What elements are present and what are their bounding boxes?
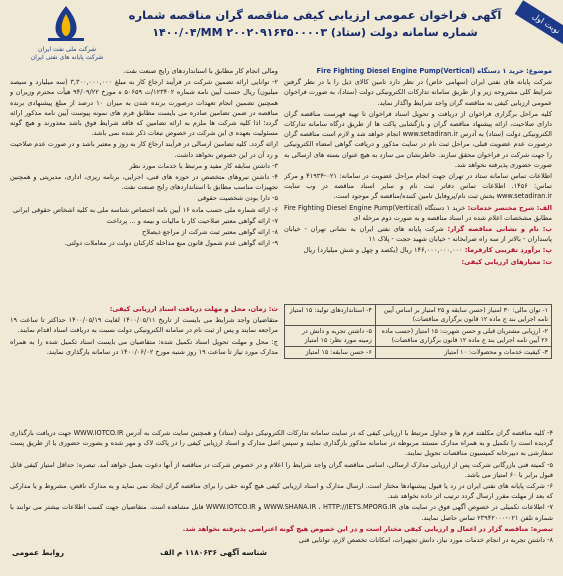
bottom-paragraph: ۶- شرکت پایانه های نفتی ایران در رد یا قبول پیشنهادها مختار است. ارسال مدارک و اسناد ارزیابی کیفی هیچ گونه حقی را برای مناقصه گران ایجاد نمی نماید و به مدارک ناقص، مشروط و یا مدارکی که بعد از مهلت مقرر ارسال گردد ترتیب اثر داده نخواهد شد. [10, 482, 553, 501]
table-cell: ۴- استانداردهای تولید: ۱۵ امتیاز [285, 305, 376, 326]
tender-number: ۱۴۰۰/۰۴/MM شماره سامانه دولت (ستاد) ۲۰۰۲۰۹۱۶۴۵۰۰۰۰۳ [152, 26, 478, 39]
first-run-badge: نوبت اول [515, 0, 563, 47]
company-name-line-2: شرکت پایانه های نفتی ایران [30, 54, 104, 61]
service-description [284, 203, 552, 223]
employer-text: شرکت پایانه های نفتی ایران به نشانی تهران - خیابان پاسداران - بالاتر از سه راه ضرابخانه - خیابان شهید حجت - پلاک ۱۱ [284, 225, 552, 244]
left-paragraph: ۴- داشتن نیروهای متخصص در حوزه های فنی، اجرایی، برنامه ریزی، اداری، مدیریتی و همچنین تجهیزات مناسب مطابق با استانداردهای رایج صنعت نفت. [10, 173, 278, 192]
notice-code: شناسه آگهی ۱۱۸۰۶۳۶ م الف [160, 548, 267, 557]
service-label: الف: شرح مختصر خدمات: [467, 203, 552, 212]
subject-line: موضوع: خرید ۱ دستگاه Fire Fighting Diesel Engine Pump(Vertical) [316, 67, 552, 75]
table-cell: ۲- ارزیابی مشتریان قبلی و حسن شهرت: ۱۵ امتیاز (حسب ماده ۲۶ آیین نامه اجرایی بند ج ماده ۱۲ قانون برگزاری مناقصات) [375, 326, 551, 347]
company-name [24, 46, 110, 62]
table-row [285, 347, 552, 359]
bottom-paragraph: ۵- کمیته فنی بازرگانی شرکت پس از ارزیابی مدارک ارسالی، اسامی مناقصه گران واجد شرایط را اعلام و در خصوص شرکت در مناقصه از آنها دعوت بعمل خواهد آمد. تبصره: حداقل امتیاز کیفی قابل قبول برابر با ۶۰ امتیاز می باشد. [10, 460, 553, 479]
bottom-paragraph: ۴- کلیه مناقصه گران مکلفند فرم ها و جداول مرتبط با ارزیابی کیفی که در سایت سامانه تدارکات الکترونیکی دولت (ستاد) و همچنین سایت شرکت به آدرس WWW.IOTCO.IR جهت دریافت بارگذاری گردیده است را تکمیل و به همراه مدارک مستند مربوطه در سامانه مذکور بارگذاری نمایند و سپس اصل مدارک و اسناد ارزیابی کیفی را در پاکت لاک و مهر شده و بصورت حضوری یا از طریق پست سفارشی به دبیرخانه کمیسیون مناقصات تحویل نمایند. [10, 429, 553, 458]
left-paragraph: ۶- ارائه شماره ملی حسب ماده ۱۶ آیین نامه اختصاص شناسه ملی به کلیه اشخاص حقوقی ایرانی [12, 205, 278, 214]
left-paragraph: ۳- داشتن سابقه کار مفید و مرتبط با خدمات مورد نظر [129, 161, 278, 170]
table-cell: ۵- داشتن تجربه و دانش در زمینه مورد نظر: ۱۵ امتیاز [285, 326, 376, 347]
estimate-label: پ: برآورد تقریبی کارفرما: [464, 246, 552, 255]
left-paragraph: ارائه گردد. کلیه تضامین ارسالی در فرآیند ارجاع کار به روز و معتبر باشد و در صورت عدم صلاحیت و رد آن در این خصوص نخواهد داشت. [10, 140, 278, 159]
employer-label: ب: نام و نشانی مناقصه گزار: [447, 225, 552, 234]
employer-address [284, 224, 552, 244]
bottom-note: تبصره: مناقصه گزار در اعمال و ارزیابی کیفی مختار است و در این خصوص هیچ گونه اعتراضی پذیرفته نخواهد شد. [182, 524, 553, 533]
table-cell: ۳- کیفیت خدمات و محصولات: ۱۰ امتیاز [375, 347, 551, 359]
table-cell: ۱- توان مالی: ۳۰ امتیاز (حسن سابقه و ۲۵ امتیاز بر اساس آیین نامه اجرایی بند ج ماده ۱۲ قانون برگزاری مناقصات) [375, 305, 551, 326]
bottom-paragraph: ۷- اطلاعات تکمیلی در خصوص آگهی فوق در سایت های WWW.SHANA.IR ، HTTP://IETS.MPORG.IR و WWW.IOTCO.IR قابل مشاهده است. متقاضیان جهت کسب اطلاعات بیشتر می توانند با شماره تلفن ۰۲۱-۲۳۹۴۲۰۰۰ تماس حاصل نمایند. [10, 503, 553, 522]
company-name-line-1: شرکت ملی نفت ایران [37, 46, 97, 53]
evaluation-criteria-table [284, 304, 552, 359]
service-text: خرید ۱ دستگاه Fire Fighting Diesel Engine Pump(Vertical) مطابق مشخصات اعلام شده در اسناد مناقصه و به صورت دوم مرحله ای [284, 203, 552, 222]
right-column [284, 66, 552, 302]
bottom-section [10, 428, 553, 544]
document-delivery-text: ج: محل و مهلت تحویل اسناد تکمیل شده: متقاضیان می بایست اسناد تکمیل شده را به همراه مدارک مورد نیاز تا ساعت ۱۹ روز شنبه مورخ ۱۴۰۰/۰۶/۰۲ در سامانه بارگذاری نمایند. [10, 337, 278, 356]
left-paragraph: ومالی انجام کار مطابق با استانداردهای رایج صنعت نفت. [123, 67, 278, 75]
document-receipt-text: متقاضیان واجد شرایط می بایست از تاریخ ۱۴۰۰/۰۵/۱۱ لغایت ۱۴۰۰/۰۵/۱۹ حداکثر تا ساعت ۱۹ مراجعه نمایند و پس از ثبت نام در سامانه الکترونیکی دولت نسبت به دریافت اسناد اقدام نمایند. [10, 316, 278, 335]
left-paragraph: ۲- توانایی ارائه تضمین شرکت در فرآیند ارجاع کار به مبلغ ۳,۳۰۰,۰۰۰,۰۰۰ (سه میلیارد و سیصد میلیون) ریال حسب آیین نامه شماره ۱۲۳۴۰۲/ت ۵۰۶۵۹ ه مورخ ۹۴/۰۹/۲۲ هیأت محترم وزیران و همچنین تضمین انجام تعهدات درصورت برنده شدن به میزان ۱۰ درصد از مبلغ پیشنهادی برنده مناقصه در ضمن تضامین صادره می بایست مطابق فرم های نمونه پیوست آیین نامه مذکور ارائه گردد؛ اذا کلیه شرکت ها ملزم به ارائه تضامین که فاقد شرایط فوق باشد معذورند و هیچ گونه مسئولیت بعهده ی این شرکت در خصوص تبعات ذکر شده نمی باشد. [10, 78, 278, 138]
public-relations-signature: روابط عمومی [12, 548, 65, 557]
criteria-label: ت: معیارهای ارزیابی کیفی: [461, 257, 552, 266]
contact-paragraph: اطلاعات تماس سامانه ستاد در تهران جهت انجام مراحل عضویت در سامانه: ۰۲۱-۴۱۹۳۴ و مرکز تماس: ۱۴۵۶. اطلاعات تماس دفاتر ثبت نام و سایر اسناد مناقصه در وب سایت www.setadiran.ir بخش ثبت نام/پروفایل تامین کننده/مناقصه گر موجود است. [284, 172, 552, 201]
intro-paragraph: شرکت پایانه های نفتی ایران (سهامی خاص) در نظر دارد تامین کالای ذیل را با در نظر گرفتن شرایط کلی مشروحه زیر و از طریق سامانه تدارکات الکترونیکی دولت (ستاد)، به صورت فراخوان عمومی ارزیابی کیفی به مناقصه گران واجد شرایط واگذار نماید. [284, 78, 552, 107]
table-row [285, 305, 552, 326]
left-paragraph: ۷- ارائه گواهی معتبر صلاحیت کار با مالیات و بیمه و ... پرداخت [106, 216, 278, 225]
left-paragraph: ۸- ارائه گواهی معتبر ثبت شرکت از مراجع ذیصلاح [142, 228, 278, 237]
bottom-paragraph: ۸- داشتن تجربه در انجام خدمات مورد نیاز، دانش تجهیزات، امکانات تخصص لازم، توانایی فنی [298, 536, 553, 544]
estimate [284, 245, 552, 255]
notice-title: آگهی فراخوان عمومی ارزیابی کیفی مناقصه گران مناقصه شماره [128, 8, 502, 22]
left-paragraph: ۹- ارائه گواهی عدم شمول قانون منع مداخله کارکنان دولت در معاملات دولتی. [64, 239, 278, 248]
table-cell: ۶- حسن سابقه: ۱۵ امتیاز [285, 347, 376, 359]
estimate-text: ۱۴۶,۰۰۰,۰۰۰,۰۰۰ ریال (یکصد و چهل و شش میلیارد) ریال [303, 246, 463, 255]
procedure-paragraph: کلیه مراحل برگزاری فراخوان از دریافت و تحویل اسناد فراخوان تا تهیه فهرست مناقصه گران دارای صلاحیت، ارائه پیشنهاد مناقصه گران و بازگشایی پاکت ها از طریق درگاه سامانه تدارکات الکترونیکی دولت (ستاد) به آدرس www.setadiran.ir انجام خواهد شد و لازم است مناقصه گران درصورت عدم عضویت قبلی، مراحل ثبت نام در سایت مذکور و دریافت گواهی امضاء الکترونیکی را جهت شرکت در فراخوان محقق سازند. خاطرنشان می سازد به هیچ عنوان بسته های ارسالی به صورت حضوری پذیرفته نخواهد شد. [284, 109, 552, 169]
left-paragraph: ۵- دارا بودن شخصیت حقوقی [197, 194, 278, 203]
left-lower-column [10, 304, 278, 426]
document-receipt-label: ث: زمان، محل و مهلت دریافت اسناد ارزیابی کیفی: [109, 305, 278, 313]
table-row [285, 326, 552, 347]
oil-company-logo-icon [42, 4, 90, 44]
left-column [10, 66, 278, 302]
